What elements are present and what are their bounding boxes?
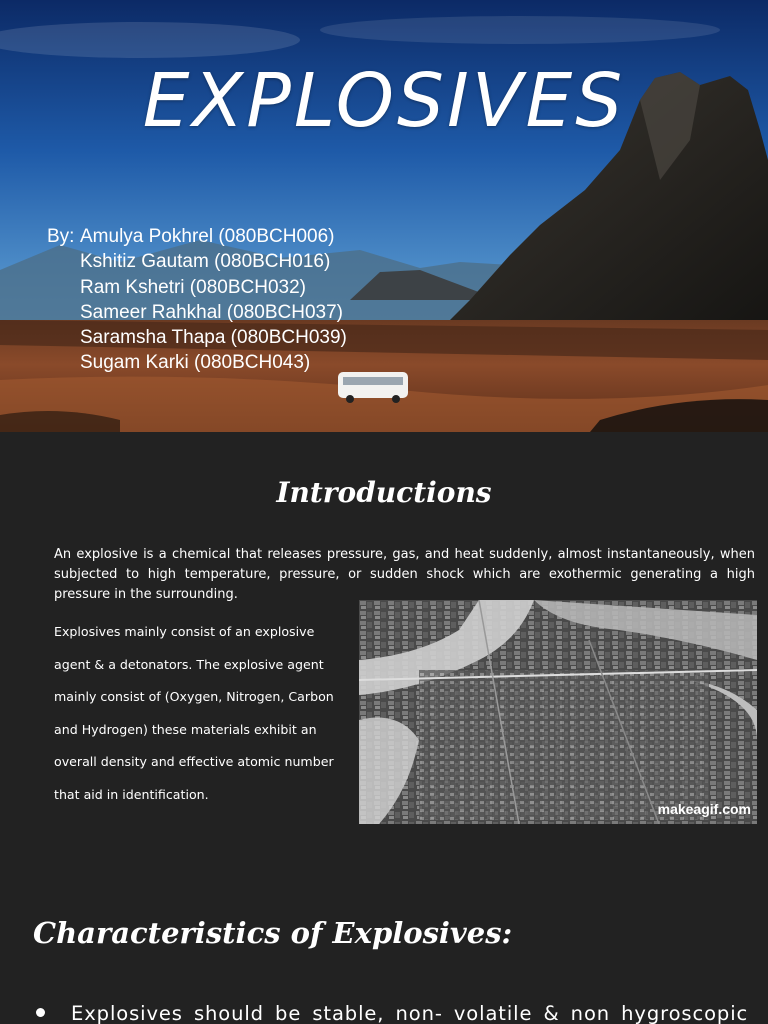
title-slide — [0, 0, 768, 432]
author-name: Sugam Karki (080BCH043) — [80, 352, 311, 374]
paragraph-line: mainly consist of (Oxygen, Nitrogen, Carbon — [54, 689, 334, 704]
composition-paragraph — [54, 616, 354, 811]
author-prefix: By: — [47, 226, 75, 247]
author-name: Saramsha Thapa (080BCH039) — [80, 327, 347, 349]
author-prefix — [47, 325, 80, 350]
introduction-heading: Introductions — [276, 476, 492, 509]
paragraph-line: and Hydrogen) these materials exhibit an — [54, 721, 317, 737]
image-watermark: makeagif.com — [657, 801, 751, 817]
bullet-item — [36, 1002, 749, 1024]
paragraph-line: that aid in identification. — [54, 786, 209, 802]
author-list — [47, 224, 347, 376]
characteristics-slide — [0, 864, 768, 1024]
bullet-text: Explosives should be stable, non- volatile & non hygroscopic — [71, 1002, 749, 1024]
introduction-slide — [0, 432, 768, 864]
bullet-dot-icon — [36, 1008, 45, 1017]
author-prefix — [47, 300, 80, 325]
characteristics-heading: Characteristics of Explosives: — [33, 916, 513, 950]
author-name: Ram Kshetri (080BCH032) — [80, 276, 306, 298]
author-row — [47, 325, 347, 350]
author-prefix — [47, 249, 80, 274]
city-model-illustration — [359, 600, 757, 824]
author-row — [47, 275, 347, 300]
author-row — [47, 249, 347, 274]
paragraph-line: Explosives mainly consist of an explosive — [54, 624, 315, 639]
author-row — [47, 350, 347, 375]
author-prefix — [47, 275, 80, 300]
author-name: Amulya Pokhrel (080BCH006) — [80, 226, 335, 247]
city-model-image — [359, 600, 757, 824]
author-prefix — [47, 350, 80, 375]
author-name: Kshitiz Gautam (080BCH016) — [80, 251, 331, 273]
introduction-paragraph: An explosive is a chemical that releases pressure, gas, and heat suddenly, almost instantaneously, when subjected to high temperature, pressure, or sudden shock which are exothermic generating a high pressure in the surrounding. — [54, 547, 755, 602]
author-row — [47, 224, 347, 249]
paragraph-line: overall density and effective atomic number — [54, 754, 334, 769]
author-row — [47, 300, 347, 325]
paragraph-line: agent & a detonators. The explosive agent — [54, 656, 324, 672]
presentation-title: EXPLOSIVES — [142, 58, 626, 144]
author-name: Sameer Rahkhal (080BCH037) — [80, 301, 343, 323]
